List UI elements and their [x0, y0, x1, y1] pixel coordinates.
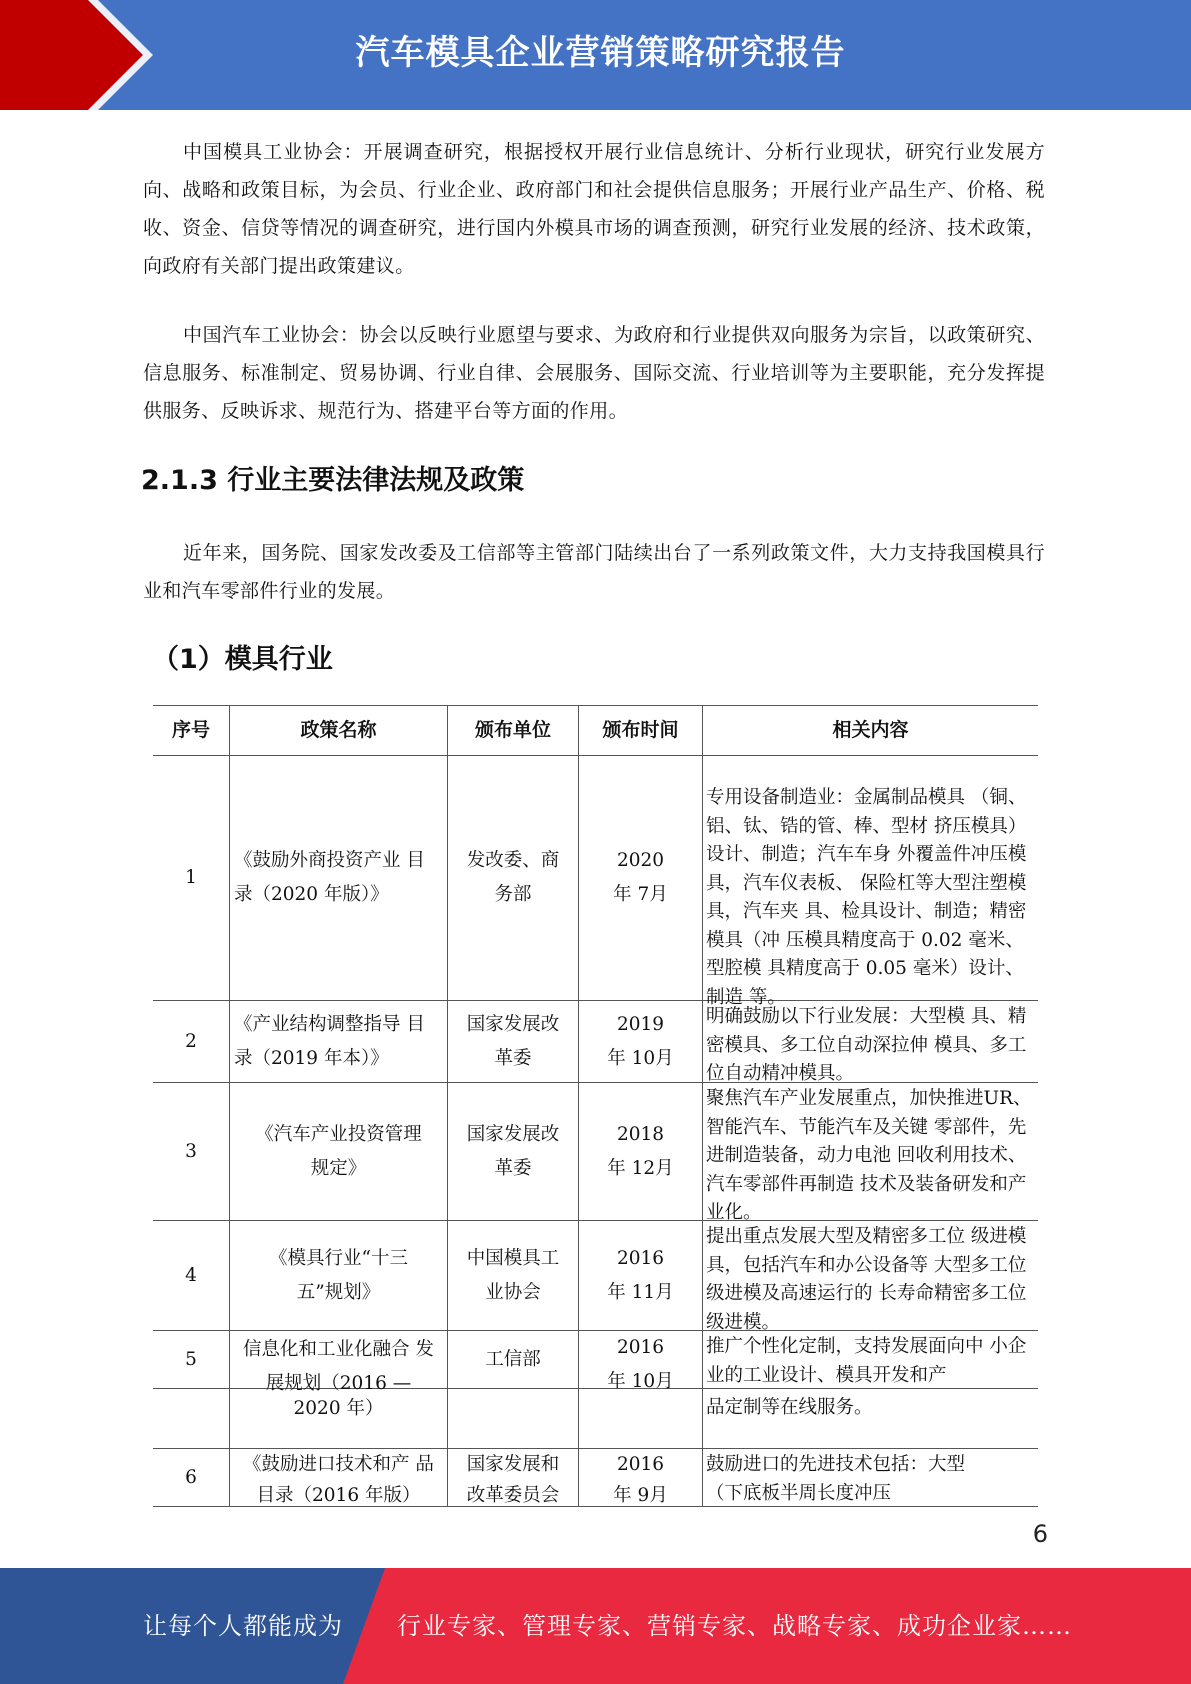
sub-heading-mould-industry: （1）模具行业: [152, 644, 333, 675]
table-header-no: 序号: [171, 719, 210, 741]
table-cell-policy-name-continued: 2020 年）: [293, 1398, 384, 1419]
table-cell-no: 2: [185, 1030, 197, 1052]
paragraph-auto-association: 中国汽车工业协会：协会以反映行业愿望与要求、为政府和行业提供双向服务为宗旨，以政策研究、信息服务、标准制定、贸易协调、行业自律、会展服务、国际交流、行业培训等为主要职能，充分发挥提供服务、反映诉求、规范行为、搭建平台等方面的作用。: [143, 324, 1045, 422]
table-cell-content: 推广个性化定制，支持发展面向中 小企业的工业设计、模具开发和产: [706, 1336, 1027, 1386]
table-cell-content: 专用设备制造业：金属制品模具 （铜、铝、钛、锆的管、棒、型材 挤压模具）设计、制造；汽车车身 外覆盖件冲压模具，汽车仪表板、 保险杠等大型注塑模具，汽车夹 具、检具设计、制造；精密模具（冲 压模具精度高于 0.02 毫米、型腔模 具精度高于 0.05 毫米）设计、制造 等。: [706, 787, 1027, 1008]
table-cell-content: 明确鼓励以下行业发展：大型模 具、精密模具、多工位自动深拉伸 模具、多工位自动精冲模具。: [706, 1006, 1027, 1084]
paragraph-mould-association: 中国模具工业协会：开展调查研究，根据授权开展行业信息统计、分析行业现状，研究行业发展方向、战略和政策目标，为会员、行业企业、政府部门和社会提供信息服务；开展行业产品生产、价格、税收、资金、信贷等情况的调查研究，进行国内外模具市场的调查预测，研究行业发展的经济、技术政策，向政府有关部门提出政策建议。: [143, 141, 1045, 277]
table-cell-issuer: 发改委、商 务部: [466, 850, 560, 905]
table-cell-no: 1: [185, 867, 197, 888]
table-cell-policy-name: 信息化和工业化融合 发展规划（2016 —: [243, 1339, 434, 1394]
table-cell-policy-name: 《鼓励外商投资产业 目录（2020 年版）》: [234, 850, 425, 905]
page-footer: [0, 1568, 1191, 1684]
table-cell-date: 2016 年 9月: [613, 1454, 668, 1506]
footer-slogan-right: 行业专家、管理专家、营销专家、战略专家、成功企业家……: [397, 1612, 1072, 1640]
section-heading: 2.1.3 行业主要法律法规及政策: [141, 465, 525, 496]
header-title: 汽车模具企业营销策略研究报告: [355, 33, 846, 73]
table-cell-policy-name: 《产业结构调整指导 目录（2019 年本）》: [234, 1013, 425, 1069]
paragraph-policy-intro: 近年来，国务院、国家发改委及工信部等主管部门陆续出台了一系列政策文件，大力支持我国模具行业和汽车零部件行业的发展。: [143, 542, 1045, 602]
table-cell-content: 提出重点发展大型及精密多工位 级进模具，包括汽车和办公设备等 大型多工位级进模及高速运行的 长寿命精密多工位级进模。: [706, 1226, 1027, 1333]
policy-table: [153, 705, 1038, 1507]
table-cell-issuer: 国家发展改 革委: [466, 1123, 560, 1179]
table-header-issuer: 颁布单位: [474, 719, 551, 741]
table-header-policy-name: 政策名称: [300, 719, 377, 741]
table-cell-no: 3: [185, 1140, 197, 1162]
table-cell-policy-name: 《汽车产业投资管理 规定》: [255, 1123, 422, 1179]
table-cell-issuer: 中国模具工 业协会: [466, 1247, 560, 1303]
table-header-content: 相关内容: [832, 719, 909, 741]
table-cell-content: 聚焦汽车产业发展重点，加快推进UR、智能汽车、节能汽车及关键 零部件，先进制造装备，动力电池 回收利用技术、汽车零部件再制造 技术及装备研发和产业化。: [706, 1088, 1032, 1223]
table-cell-issuer: 工信部: [485, 1348, 541, 1370]
page-number: 6: [1032, 1520, 1048, 1548]
table-cell-no: 4: [185, 1264, 197, 1286]
table-cell-content-continued: 品定制等在线服务。: [706, 1397, 873, 1418]
table-cell-date: 2018 年 12月: [607, 1123, 674, 1179]
table-cell-date: 2019 年 10月: [607, 1013, 674, 1069]
table-cell-issuer: 国家发展和 改革委员会: [466, 1454, 560, 1506]
table-cell-date: 2020 年 7月: [613, 850, 668, 905]
table-header-date: 颁布时间: [602, 719, 679, 741]
table-cell-issuer: 国家发展改 革委: [466, 1013, 560, 1069]
footer-slogan-left: 让每个人都能成为: [143, 1612, 343, 1640]
table-cell-content: 鼓励进口的先进技术包括：大型 （下底板半周长度冲压: [706, 1454, 966, 1504]
page-header: [0, 0, 1191, 110]
table-cell-policy-name: 《模具行业“十三 五”规划》: [269, 1247, 408, 1303]
table-cell-date: 2016 年 10月: [607, 1337, 674, 1392]
table-cell-date: 2016 年 11月: [607, 1247, 674, 1303]
table-cell-no: 6: [185, 1467, 197, 1488]
table-cell-no: 5: [185, 1348, 197, 1370]
table-cell-policy-name: 《鼓励进口技术和产 品目录（2016 年版）: [243, 1454, 434, 1506]
